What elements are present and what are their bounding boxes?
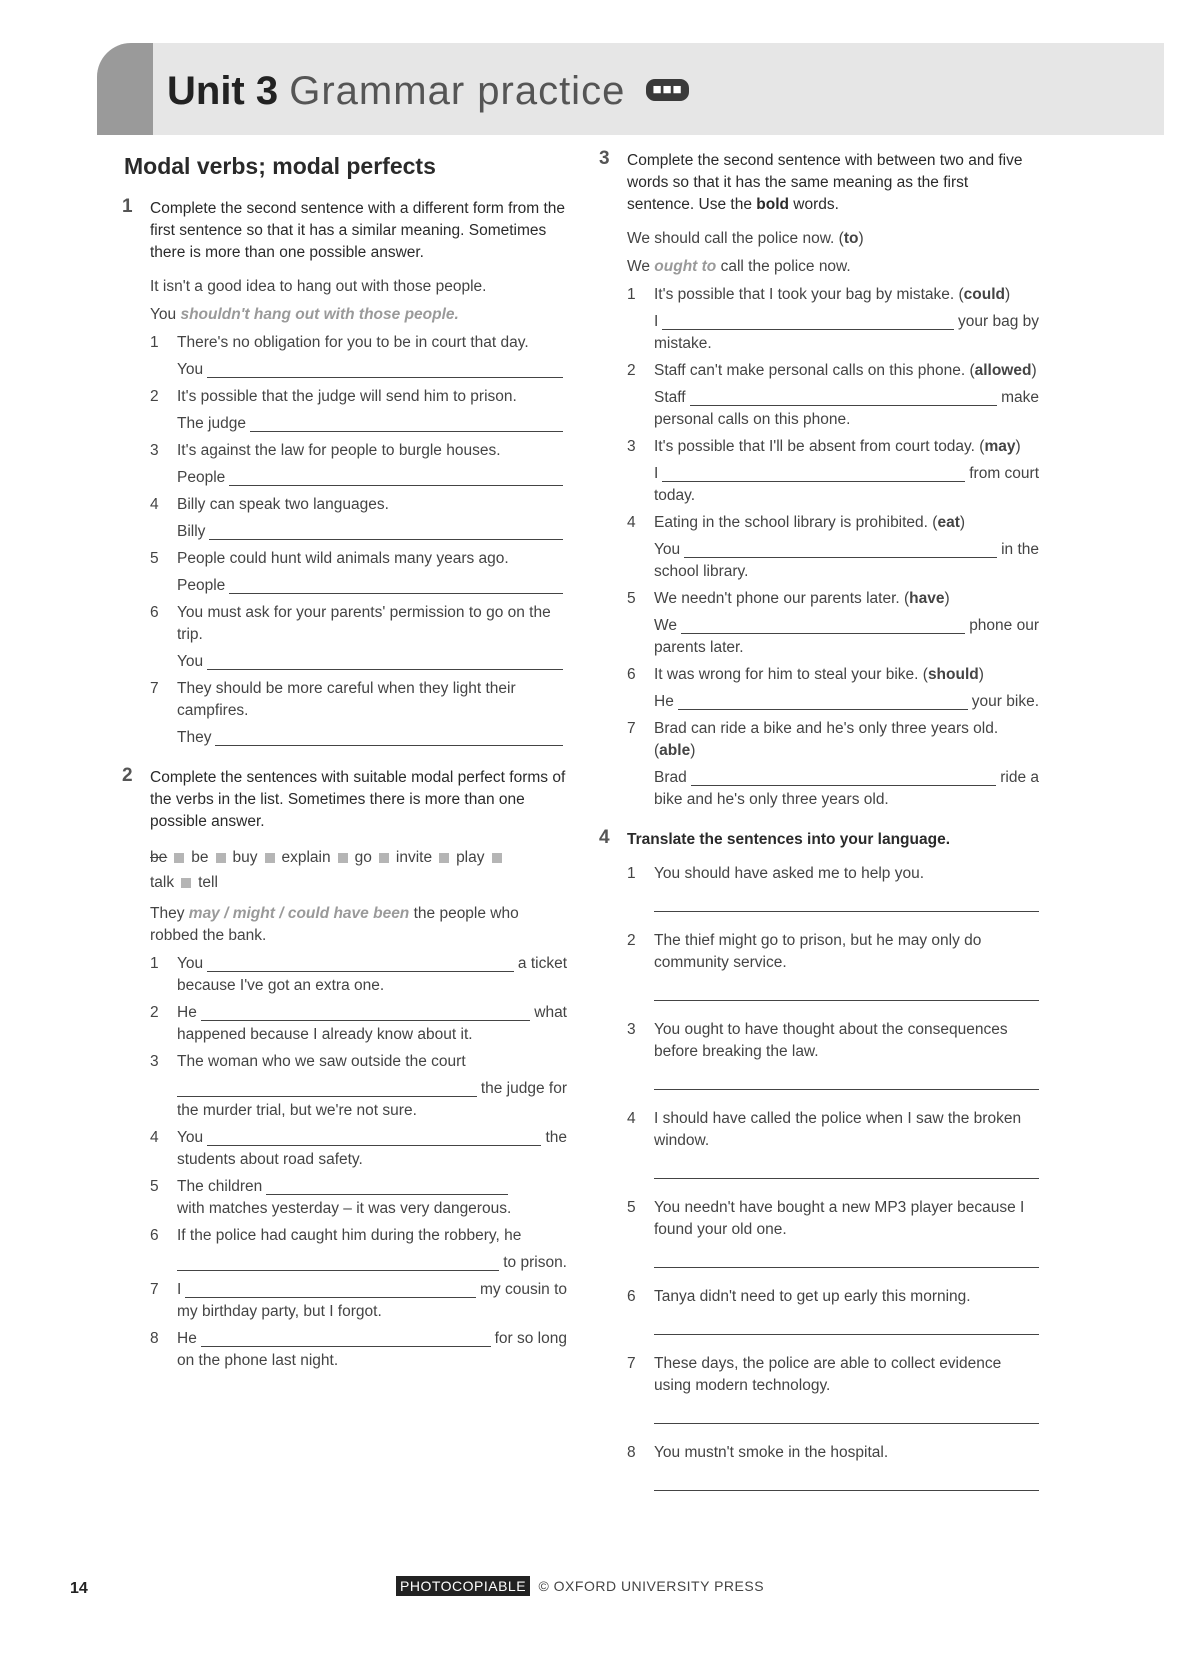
answer-line xyxy=(654,615,1039,637)
item-number: 6 xyxy=(627,666,636,683)
exercise-instruction: Complete the sentences with suitable modal perfect forms of the verbs in the list. Sometimes there is more than one possible answer. xyxy=(150,769,566,830)
list-item xyxy=(627,284,1039,355)
item-number: 3 xyxy=(627,438,636,455)
list-item xyxy=(627,1286,1039,1335)
separator-square-icon xyxy=(265,853,275,863)
answer-continuation: on the phone last night. xyxy=(177,1352,339,1369)
answer-continuation: school library. xyxy=(654,563,749,580)
item-sentence: Brad can ride a bike and he's only three years old. (able) xyxy=(654,720,999,759)
item-sentence: Staff can't make personal calls on this phone. (allowed) xyxy=(654,362,1037,379)
exercise-1-items xyxy=(150,332,567,749)
item-keyword: could xyxy=(963,286,1006,303)
example-answer-line xyxy=(150,304,567,326)
answer-continuation: today. xyxy=(654,487,696,504)
answer-end: the judge for xyxy=(480,1080,567,1097)
list-item xyxy=(150,332,567,381)
exercise-instruction: Complete the second sentence with a different form from the first sentence so that it has a similar meaning. Sometimes there is more than one possible answer. xyxy=(150,200,565,261)
item-number: 1 xyxy=(150,955,159,972)
list-item xyxy=(627,588,1039,659)
word-list-item: be xyxy=(191,849,209,866)
list-item xyxy=(627,512,1039,583)
answer-blank[interactable] xyxy=(209,521,563,540)
translation-blank[interactable] xyxy=(654,1158,1039,1179)
answer-blank[interactable] xyxy=(207,359,563,378)
item-number: 7 xyxy=(150,1281,159,1298)
example-sentence: We should call the police now. xyxy=(627,230,835,247)
header-accent-bar xyxy=(97,43,153,135)
list-item xyxy=(150,1225,567,1274)
item-sentence: We needn't phone our parents later. (have) xyxy=(654,590,950,607)
item-sentence: It was wrong for him to steal your bike. (should) xyxy=(654,666,984,683)
item-sentence: The thief might go to prison, but he may only do community service. xyxy=(654,932,982,971)
answer-start: I xyxy=(654,465,659,482)
publisher: © OXFORD UNIVERSITY PRESS xyxy=(538,1578,765,1594)
answer-end: to prison. xyxy=(503,1254,567,1271)
list-item xyxy=(627,664,1039,713)
answer-end: in the xyxy=(1001,541,1039,558)
answer-line xyxy=(177,1328,567,1350)
list-item xyxy=(627,1353,1039,1424)
answer-start: Staff xyxy=(654,389,686,406)
answer-line xyxy=(177,1078,567,1100)
answer-start: He xyxy=(177,1004,197,1021)
answer-continuation: bike and he's only three years old. xyxy=(654,791,889,808)
item-number: 4 xyxy=(627,1110,636,1127)
list-item xyxy=(150,1002,567,1046)
example-prefix: We xyxy=(627,258,650,275)
item-keyword: allowed xyxy=(974,362,1032,379)
item-keyword: able xyxy=(659,742,691,759)
word-list-item: explain xyxy=(281,849,331,866)
unit-label: Unit 3 xyxy=(167,69,279,113)
item-sentence: People could hunt wild animals many years ago. xyxy=(177,550,509,567)
answer-end: ride a xyxy=(1000,769,1039,786)
answer-start: You xyxy=(177,955,204,972)
answer-blank[interactable] xyxy=(201,1002,530,1021)
item-keyword: may xyxy=(984,438,1016,455)
translation-blank[interactable] xyxy=(654,1470,1039,1491)
word-list-item: invite xyxy=(395,849,433,866)
list-item xyxy=(150,494,567,543)
item-sentence-text: It's possible that I'll be absent from court today. xyxy=(654,438,975,455)
item-number: 2 xyxy=(627,362,636,379)
answer-end: a ticket xyxy=(517,955,567,972)
item-number: 8 xyxy=(150,1330,159,1347)
answer-blank[interactable] xyxy=(250,413,563,432)
exercise-4-items xyxy=(627,863,1039,1491)
answer-blank[interactable] xyxy=(662,463,965,482)
item-sentence-text: Eating in the school library is prohibited. xyxy=(654,514,928,531)
exercise-number: 2 xyxy=(122,765,133,786)
answer-start: Brad xyxy=(654,769,687,786)
answer-blank[interactable] xyxy=(229,467,563,486)
answer-line xyxy=(177,467,567,489)
list-item xyxy=(627,718,1039,811)
word-list-item: buy xyxy=(232,849,258,866)
exercise-3 xyxy=(599,150,1039,811)
item-number: 1 xyxy=(627,865,636,882)
list-item xyxy=(150,1051,567,1122)
answer-blank[interactable] xyxy=(229,575,563,594)
section-title: Modal verbs; modal perfects xyxy=(124,153,436,179)
exercise-number: 1 xyxy=(122,196,133,217)
answer-start: You xyxy=(177,361,204,378)
separator-square-icon xyxy=(338,853,348,863)
answer-end: my cousin to xyxy=(479,1281,567,1298)
item-sentence-text: Staff can't make personal calls on this phone. xyxy=(654,362,966,379)
item-number: 5 xyxy=(150,550,159,567)
item-number: 5 xyxy=(150,1178,159,1195)
page-header xyxy=(97,43,1164,135)
instruction-part: Complete the second sentence with between two and five words so that it has the same meaning as the first sentence. Use the xyxy=(627,152,1023,213)
list-item xyxy=(150,440,567,489)
answer-start: You xyxy=(654,541,681,558)
item-sentence: You must ask for your parents' permission to go on the trip. xyxy=(177,604,551,643)
item-sentence: Eating in the school library is prohibited. (eat) xyxy=(654,514,966,531)
item-sentence: It's possible that I'll be absent from court today. (may) xyxy=(654,438,1021,455)
right-column xyxy=(599,150,1039,1509)
answer-blank[interactable] xyxy=(662,311,954,330)
answer-blank[interactable] xyxy=(684,539,997,558)
item-number: 3 xyxy=(150,442,159,459)
level-badge: ■■■ xyxy=(646,79,688,101)
item-number: 4 xyxy=(627,514,636,531)
list-item xyxy=(627,1197,1039,1268)
item-sentence-text: It's possible that I took your bag by mistake. xyxy=(654,286,955,303)
left-column xyxy=(122,150,567,1390)
example-answer: may / might / could have been xyxy=(188,905,410,922)
answer-blank[interactable] xyxy=(177,1078,477,1097)
answer-blank[interactable] xyxy=(207,1127,541,1146)
word-list-item: talk xyxy=(150,874,175,891)
list-item xyxy=(150,548,567,597)
list-item xyxy=(150,1279,567,1323)
word-list xyxy=(150,845,567,895)
item-sentence-text: Brad can ride a bike and he's only three years old. xyxy=(654,720,999,737)
answer-line xyxy=(177,1279,567,1301)
answer-continuation: with matches yesterday – it was very dangerous. xyxy=(177,1200,512,1217)
answer-line xyxy=(177,1176,567,1198)
answer-start: You xyxy=(177,1129,204,1146)
page-number: 14 xyxy=(70,1580,88,1597)
translation-blank[interactable] xyxy=(654,1247,1039,1268)
item-number: 4 xyxy=(150,1129,159,1146)
list-item xyxy=(150,953,567,997)
item-sentence: It's possible that I took your bag by mistake. (could) xyxy=(654,286,1011,303)
exercise-2-items xyxy=(150,953,567,1372)
separator-square-icon xyxy=(439,853,449,863)
exercise-2 xyxy=(122,767,567,1372)
answer-start: The judge xyxy=(177,415,246,432)
answer-line xyxy=(177,1252,567,1274)
photocopiable-badge: PHOTOCOPIABLE xyxy=(396,1576,530,1596)
list-item xyxy=(627,436,1039,507)
title-text: Grammar practice xyxy=(289,69,626,113)
item-number: 1 xyxy=(150,334,159,351)
answer-start: He xyxy=(177,1330,197,1347)
answer-start: They xyxy=(177,729,212,746)
exercise-instruction xyxy=(627,150,1039,216)
answer-blank[interactable] xyxy=(691,767,996,786)
answer-line xyxy=(654,691,1039,713)
item-keyword: have xyxy=(909,590,945,607)
exercise-4 xyxy=(599,829,1039,1491)
answer-line xyxy=(654,387,1039,409)
list-item xyxy=(627,1442,1039,1491)
example-question: We should call the police now. (to) xyxy=(627,230,864,247)
example-suffix: call the police now. xyxy=(720,258,851,275)
item-sentence: Billy can speak two languages. xyxy=(177,496,389,513)
separator-square-icon xyxy=(174,853,184,863)
list-item xyxy=(150,1328,567,1372)
item-sentence: You should have asked me to help you. xyxy=(654,865,925,882)
item-number: 2 xyxy=(150,1004,159,1021)
item-number: 7 xyxy=(150,680,159,697)
answer-start: We xyxy=(654,617,677,634)
answer-start: I xyxy=(654,313,659,330)
item-number: 3 xyxy=(150,1053,159,1070)
answer-end: what xyxy=(534,1004,567,1021)
answer-end: from court xyxy=(969,465,1039,482)
item-sentence: You ought to have thought about the consequences before breaking the law. xyxy=(654,1021,1008,1060)
answer-line xyxy=(177,727,567,749)
example-suffix: the people who robbed the bank. xyxy=(150,905,519,944)
word-list-item: play xyxy=(456,849,485,866)
item-number: 6 xyxy=(627,1288,636,1305)
answer-end: phone our xyxy=(969,617,1039,634)
answer-start: The children xyxy=(177,1178,263,1195)
separator-square-icon xyxy=(379,853,389,863)
list-item xyxy=(627,863,1039,912)
item-sentence: You mustn't smoke in the hospital. xyxy=(654,1444,889,1461)
item-sentence: It's against the law for people to burgle houses. xyxy=(177,442,501,459)
answer-continuation: parents later. xyxy=(654,639,744,656)
answer-line xyxy=(654,539,1039,561)
example-prefix: You xyxy=(150,306,177,323)
answer-start: People xyxy=(177,577,226,594)
item-sentence-text: It was wrong for him to steal your bike. xyxy=(654,666,919,683)
answer-continuation: happened because I already know about it. xyxy=(177,1026,473,1043)
item-number: 1 xyxy=(627,286,636,303)
item-sentence: These days, the police are able to collect evidence using modern technology. xyxy=(654,1355,1002,1394)
list-item xyxy=(627,1019,1039,1090)
translation-blank[interactable] xyxy=(654,1314,1039,1335)
separator-square-icon xyxy=(492,853,502,863)
item-number: 5 xyxy=(627,590,636,607)
translation-blank[interactable] xyxy=(654,1069,1039,1090)
answer-end: your bike. xyxy=(971,693,1039,710)
answer-blank[interactable] xyxy=(681,615,965,634)
answer-line xyxy=(177,953,567,975)
answer-line xyxy=(177,1127,567,1149)
answer-blank[interactable] xyxy=(215,727,563,746)
list-item xyxy=(150,1127,567,1171)
item-keyword: should xyxy=(927,666,979,683)
answer-continuation: personal calls on this phone. xyxy=(654,411,851,428)
word-list-item: be xyxy=(150,849,168,866)
answer-blank[interactable] xyxy=(690,387,997,406)
instruction-part: words. xyxy=(793,196,839,213)
answer-line xyxy=(177,1002,567,1024)
list-item xyxy=(150,602,567,673)
answer-continuation: mistake. xyxy=(654,335,712,352)
item-number: 5 xyxy=(627,1199,636,1216)
separator-square-icon xyxy=(216,853,226,863)
answer-end: the xyxy=(545,1129,567,1146)
item-number: 2 xyxy=(627,932,636,949)
item-number: 3 xyxy=(627,1021,636,1038)
item-sentence: If the police had caught him during the robbery, he xyxy=(177,1227,522,1244)
page-title xyxy=(167,71,689,111)
exercise-1 xyxy=(122,198,567,749)
item-number: 2 xyxy=(150,388,159,405)
exercise-instruction: Translate the sentences into your language. xyxy=(627,831,951,848)
answer-end: your bag by xyxy=(958,313,1039,330)
item-sentence-text: We needn't phone our parents later. xyxy=(654,590,900,607)
separator-square-icon xyxy=(181,878,191,888)
answer-blank[interactable] xyxy=(207,953,514,972)
list-item xyxy=(627,930,1039,1001)
list-item xyxy=(150,678,567,749)
answer-continuation: my birthday party, but I forgot. xyxy=(177,1303,382,1320)
translation-blank[interactable] xyxy=(654,1403,1039,1424)
word-list-item: go xyxy=(354,849,372,866)
list-item xyxy=(627,360,1039,431)
item-number: 7 xyxy=(627,720,636,737)
item-sentence: I should have called the police when I saw the broken window. xyxy=(654,1110,1022,1149)
item-keyword: eat xyxy=(937,514,960,531)
answer-end: make xyxy=(1001,389,1039,406)
footer-credit xyxy=(396,1578,764,1594)
item-number: 8 xyxy=(627,1444,636,1461)
item-number: 7 xyxy=(627,1355,636,1372)
exercise-number: 4 xyxy=(599,827,610,848)
list-item xyxy=(150,1176,567,1220)
item-sentence: It's possible that the judge will send him to prison. xyxy=(177,388,517,405)
example-prefix: They xyxy=(150,905,185,922)
answer-line xyxy=(654,311,1039,333)
answer-line xyxy=(177,651,567,673)
answer-line xyxy=(654,767,1039,789)
answer-blank[interactable] xyxy=(207,651,563,670)
list-item xyxy=(627,1108,1039,1179)
answer-blank[interactable] xyxy=(185,1279,476,1298)
example-answer: ought to xyxy=(654,258,717,275)
item-sentence: You needn't have bought a new MP3 player because I found your old one. xyxy=(654,1199,1025,1238)
list-item xyxy=(150,386,567,435)
answer-start: I xyxy=(177,1281,182,1298)
answer-blank[interactable] xyxy=(266,1176,508,1195)
word-list-item: tell xyxy=(198,874,218,891)
example-answer: shouldn't hang out with those people. xyxy=(180,306,459,323)
answer-line xyxy=(177,521,567,543)
answer-line xyxy=(177,413,567,435)
answer-blank[interactable] xyxy=(177,1252,499,1271)
answer-start: He xyxy=(654,693,674,710)
item-sentence: There's no obligation for you to be in court that day. xyxy=(177,334,529,351)
answer-line xyxy=(654,463,1039,485)
example-keyword: to xyxy=(843,230,859,247)
translation-blank[interactable] xyxy=(654,891,1039,912)
instruction-bold: bold xyxy=(756,196,789,213)
translation-blank[interactable] xyxy=(654,980,1039,1001)
example-answer-line xyxy=(627,256,1039,278)
item-sentence: The woman who we saw outside the court xyxy=(177,1053,466,1070)
item-sentence: They should be more careful when they light their campfires. xyxy=(177,680,516,719)
answer-continuation: because I've got an extra one. xyxy=(177,977,385,994)
answer-start: Billy xyxy=(177,523,206,540)
example-question: It isn't a good idea to hang out with those people. xyxy=(150,278,487,295)
item-sentence: Tanya didn't need to get up early this morning. xyxy=(654,1288,971,1305)
answer-start: You xyxy=(177,653,204,670)
exercise-3-items xyxy=(627,284,1039,811)
answer-line xyxy=(177,575,567,597)
item-number: 4 xyxy=(150,496,159,513)
item-number: 6 xyxy=(150,1227,159,1244)
answer-line xyxy=(177,359,567,381)
answer-start: People xyxy=(177,469,226,486)
answer-blank[interactable] xyxy=(201,1328,491,1347)
answer-end: for so long xyxy=(494,1330,567,1347)
example-answer-line xyxy=(150,903,567,947)
exercise-number: 3 xyxy=(599,148,610,169)
answer-blank[interactable] xyxy=(678,691,968,710)
item-number: 6 xyxy=(150,604,159,621)
answer-continuation: students about road safety. xyxy=(177,1151,363,1168)
answer-continuation: the murder trial, but we're not sure. xyxy=(177,1102,417,1119)
